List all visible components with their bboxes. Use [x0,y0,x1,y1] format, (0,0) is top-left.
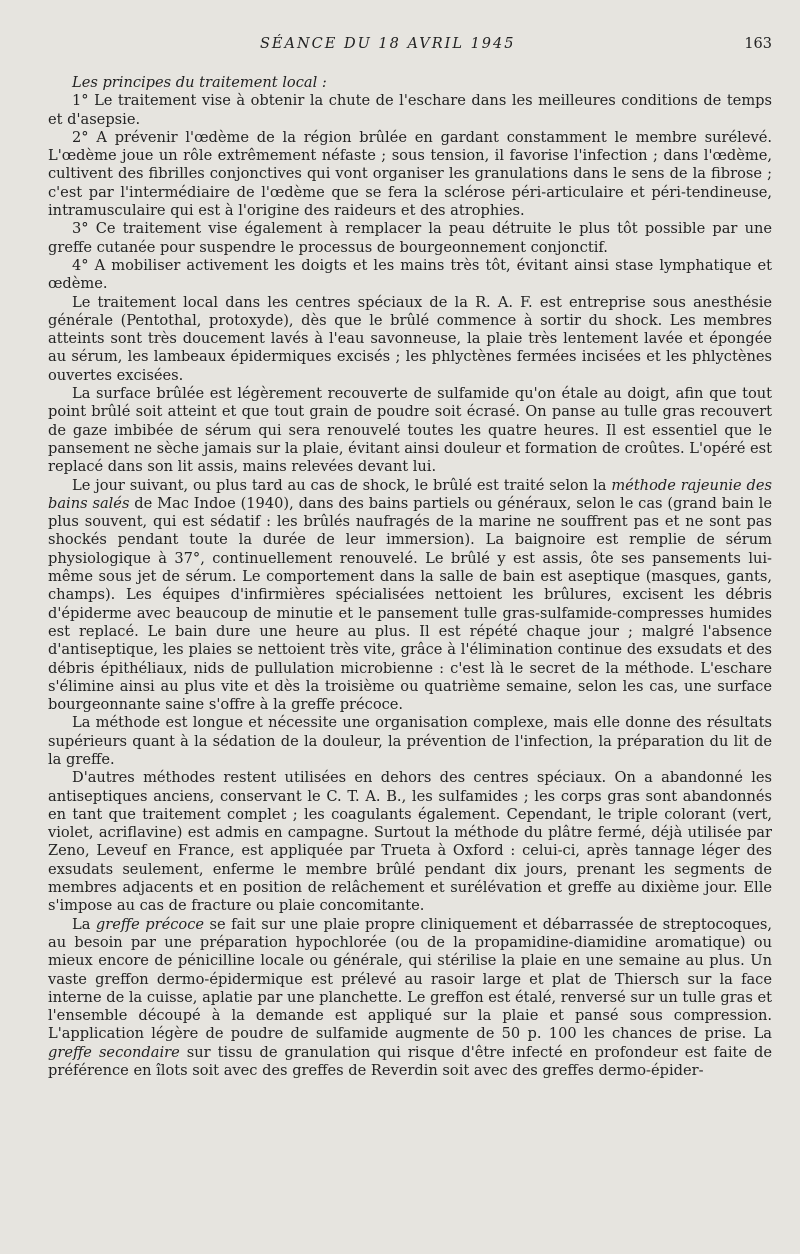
page-number: 163 [744,36,772,52]
italic-run: greffe précoce [95,915,205,933]
italic-run: méthode rajeunie des bains salés [48,476,772,512]
text-run: sur tissu de granulation qui risque d'être infecté en profondeur est faite de préférence en îlots soit avec des greffes de Reverdin soit avec des greffes dermo-épider- [48,1043,772,1080]
paragraph-other-methods: D'autres méthodes restent utilisées en dehors des centres spéciaux. On a abandonné les antiseptiques anciens, conservant le C. T. A. B., les sulfamides ; les corps gras sont abandonnés en tant que traitement complet ; les coagulants également. Cependant, le triple colorant (vert, violet, acriflavine) est admis en campagne. Surtout la méthode du plâtre fermé, déjà utilisée par Zeno, Leveuf en France, est appliquée par Trueta à Oxford : celui-ci, après tannage léger des exsudats seulement, enferme le membre brûlé pendant dix jours, prenant les segments de membres adjacents et en position de relâchement et surélévation et greffe au dixième jour. Elle s'impose au cas de fracture ou plaie concomitante. [48,769,772,915]
section-heading: Les principes du traitement local : [72,74,327,91]
running-title: SÉANCE DU 18 AVRIL 1945 [260,36,516,52]
paragraph-principle-3: 3° Ce traitement vise également à remplacer la peau détruite le plus tôt possible par une greffe cutanée pour suspendre le processus de bourgeonnement conjonctif. [48,220,772,256]
paragraph-salt-baths [48,477,772,715]
paragraph-principle-2: 2° A prévenir l'œdème de la région brûlée en gardant constamment le membre surélevé. L'œdème joue un rôle extrêmement néfaste ; sous tension, il favorise l'infection ; dans l'œdème, cultivent des fibrilles conjonctives qui vont organiser les granulations dans le sens de la fibrose ; c'est par l'intermédiaire de l'œdème que se fera la sclérose péri-articulaire et péri-tendineuse, intramusculaire qui est à l'origine des raideurs et des atrophies. [48,128,772,220]
page-header [48,36,772,60]
text-run: se fait sur une plaie propre cliniquement et débarrassée de streptocoques, au besoin par une préparation hypochlorée (ou de la propamidine-diamidine aromatique) ou mieux encore de pénicilline locale ou générale, qui stérilise la plaie en une semaine au plus. Un vaste greffon dermo-épidermique est prélevé au rasoir large et plat de Thiersch sur la face interne de la cuisse, aplatie par une planchette. Le greffon est étalé, renversé sur un tulle gras et l'ensemble découpé à la demande est appliqué sur la plaie et pansé sous compression. L'application légère de poudre de sulfamide augmente de 50 p. 100 les chances de prise. La [48,915,773,1043]
paragraph-principle-1: 1° Le traitement vise à obtenir la chute de l'eschare dans les meilleures conditions de temps et d'asepsie. [48,92,772,128]
text-run: Le jour suivant, ou plus tard au cas de shock, le brûlé est traité selon la [72,476,612,494]
text-run: de Mac Indoe (1940), dans des bains partiels ou généraux, selon le cas (grand bain le plus souvent, qui est sédatif : les brûlés naufragés de la marine ne souffrent pas et ne sont pas shockés pendant toute la durée de leur immersion). La baignoire est remplie de sérum physiologique à 37°, continuellement renouvelé. Le brûlé y est assis, ôte ses pansements lui-même sous jet de sérum. Le comportement dans la salle de bain est aseptique (masques, gants, champs). Les équipes d'infirmières spécialisées nettoient les brûlures, excisent les débris d'épiderme avec beaucoup de minutie et le pansement tulle gras-sulfamide-compresses humides est replacé. Le bain dure une heure au plus. Il est répété chaque jour ; malgré l'absence d'antiseptique, les plaies se nettoient très vite, grâce à l'élimination continue des exsudats et des débris épithéliaux, nids de pullulation microbienne : c'est là le secret de la méthode. L'eschare s'élimine ainsi au plus vite et dès la troisième ou quatrième semaine, selon les cas, une surface bourgeonnante saine s'offre à la greffe précoce. [48,494,772,714]
paragraph-sulfamide: La surface brûlée est légèrement recouverte de sulfamide qu'on étale au doigt, afin que tout point brûlé soit atteint et que tout grain de poudre soit écrasé. On panse au tulle gras recouvert de gaze imbibée de sérum qui sera renouvelé toutes les quatre heures. Il est essentiel que le pansement ne sèche jamais sur la plaie, évitant ainsi douleur et formation de croûtes. L'opéré est replacé dans son lit assis, mains relevées devant lui. [48,385,772,476]
text-run: La [72,915,96,933]
paragraph-method-results: La méthode est longue et nécessite une organisation complexe, mais elle donne des résultats supérieurs quant à la sédation de la douleur, la prévention de l'infection, la préparation du lit de la greffe. [48,714,772,768]
italic-run: greffe secondaire [48,1043,180,1061]
paragraph-early-graft [48,916,772,1081]
paragraph-principle-4: 4° A mobiliser activement les doigts et les mains très tôt, évitant ainsi stase lymphatique et œdème. [48,256,772,293]
paragraph-raf-treatment: Le traitement local dans les centres spéciaux de la R. A. F. est entreprise sous anesthésie générale (Pentothal, protoxyde), dès que le brûlé commence à sortir du shock. Les membres atteints sont très doucement lavés à l'eau savonneuse, la plaie très lentement lavée et épongée au sérum, les lambeaux épidermiques excisés ; les phlyctènes fermées incisées et les phlyctènes ouvertes excisées. [48,293,772,384]
page-body [48,74,772,1080]
